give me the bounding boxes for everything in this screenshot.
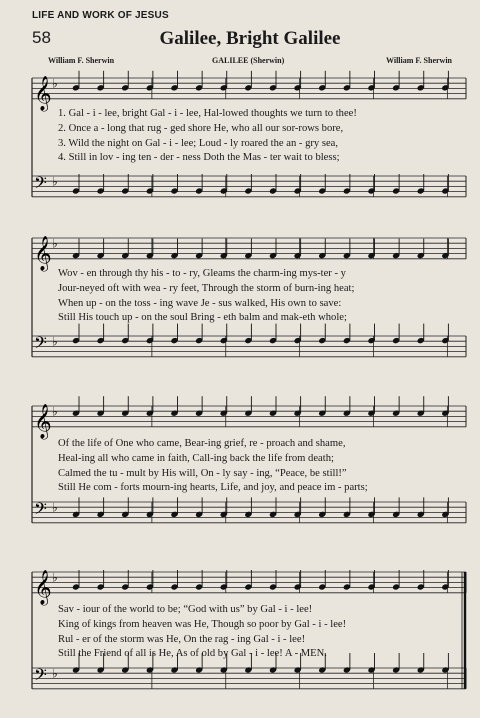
- treble-clef-icon: 𝄞: [34, 75, 52, 111]
- lyric-line: 4. Still in lov - ing ten - der - ness Doth the Mas - ter wait to bless;: [58, 152, 340, 163]
- flat-icon: ♭: [52, 76, 58, 91]
- flat-icon: ♭: [52, 174, 58, 189]
- section-heading: LIFE AND WORK OF JESUS: [32, 10, 169, 21]
- flat-icon: ♭: [52, 236, 58, 251]
- lyric-line: Jour-neyed oft with wea - ry feet, Through the storm of burn-ing heat;: [58, 283, 355, 294]
- flat-icon: ♭: [52, 570, 58, 585]
- lyric-line: Heal-ing all who came in faith, Call-ing back the life from death;: [58, 453, 334, 464]
- flat-icon: ♭: [52, 404, 58, 419]
- treble-clef-icon: 𝄞: [34, 235, 52, 271]
- flat-icon: ♭: [52, 500, 58, 515]
- lyric-line: King of kings from heaven was He, Though so poor by Gal - i - lee!: [58, 619, 347, 630]
- tune-name: GALILEE (Sherwin): [212, 56, 285, 65]
- flat-icon: ♭: [52, 666, 58, 681]
- bass-clef-icon: 𝄢: [34, 664, 47, 689]
- lyric-line: When up - on the toss - ing wave Je - sus walked, His own to save:: [58, 298, 342, 309]
- flat-icon: ♭: [52, 334, 58, 349]
- lyric-line: Still He com - forts mourn-ing hearts, Life, and joy, and peace im - parts;: [58, 482, 368, 493]
- bass-clef-icon: 𝄢: [34, 332, 47, 357]
- lyric-line: Still the Friend of all is He, As of old by Gal - i - lee! A - MEN.: [58, 648, 327, 659]
- lyric-line: 2. Once a - long that rug - ged shore He, who all our sor-rows bore,: [58, 123, 344, 134]
- treble-clef-icon: 𝄞: [34, 569, 52, 605]
- words-credit: William F. Sherwin: [48, 56, 115, 65]
- lyric-line: Sav - iour of the world to be; “God with us” by Gal - i - lee!: [58, 604, 313, 615]
- bass-clef-icon: 𝄢: [34, 172, 47, 197]
- lyric-line: 1. Gal - i - lee, bright Gal - i - lee, Hal-lowed thoughts we turn to thee!: [58, 108, 357, 119]
- lyric-line: Calmed the tu - mult by His will, On - ly say - ing, “Peace, be still!”: [58, 468, 347, 479]
- bass-clef-icon: 𝄢: [34, 498, 47, 523]
- hymn-title: Galilee, Bright Galilee: [159, 28, 341, 49]
- treble-clef-icon: 𝄞: [34, 403, 52, 439]
- hymn-number: 58: [32, 28, 51, 47]
- lyric-line: 3. Wild the night on Gal - i - lee; Loud - ly roared the an - gry sea,: [58, 138, 339, 149]
- music-credit: William F. Sherwin: [385, 56, 452, 65]
- lyric-line: Wov - en through thy his - to - ry, Gleams the charm-ing mys-ter - y: [58, 268, 346, 279]
- lyric-line: Still His touch up - on the soul Bring - eth balm and mak-eth whole;: [58, 312, 347, 323]
- lyric-line: Of the life of One who came, Bear-ing grief, re - proach and shame,: [58, 438, 346, 449]
- lyric-line: Rul - er of the storm was He, On the rag - ing Gal - i - lee!: [58, 634, 306, 645]
